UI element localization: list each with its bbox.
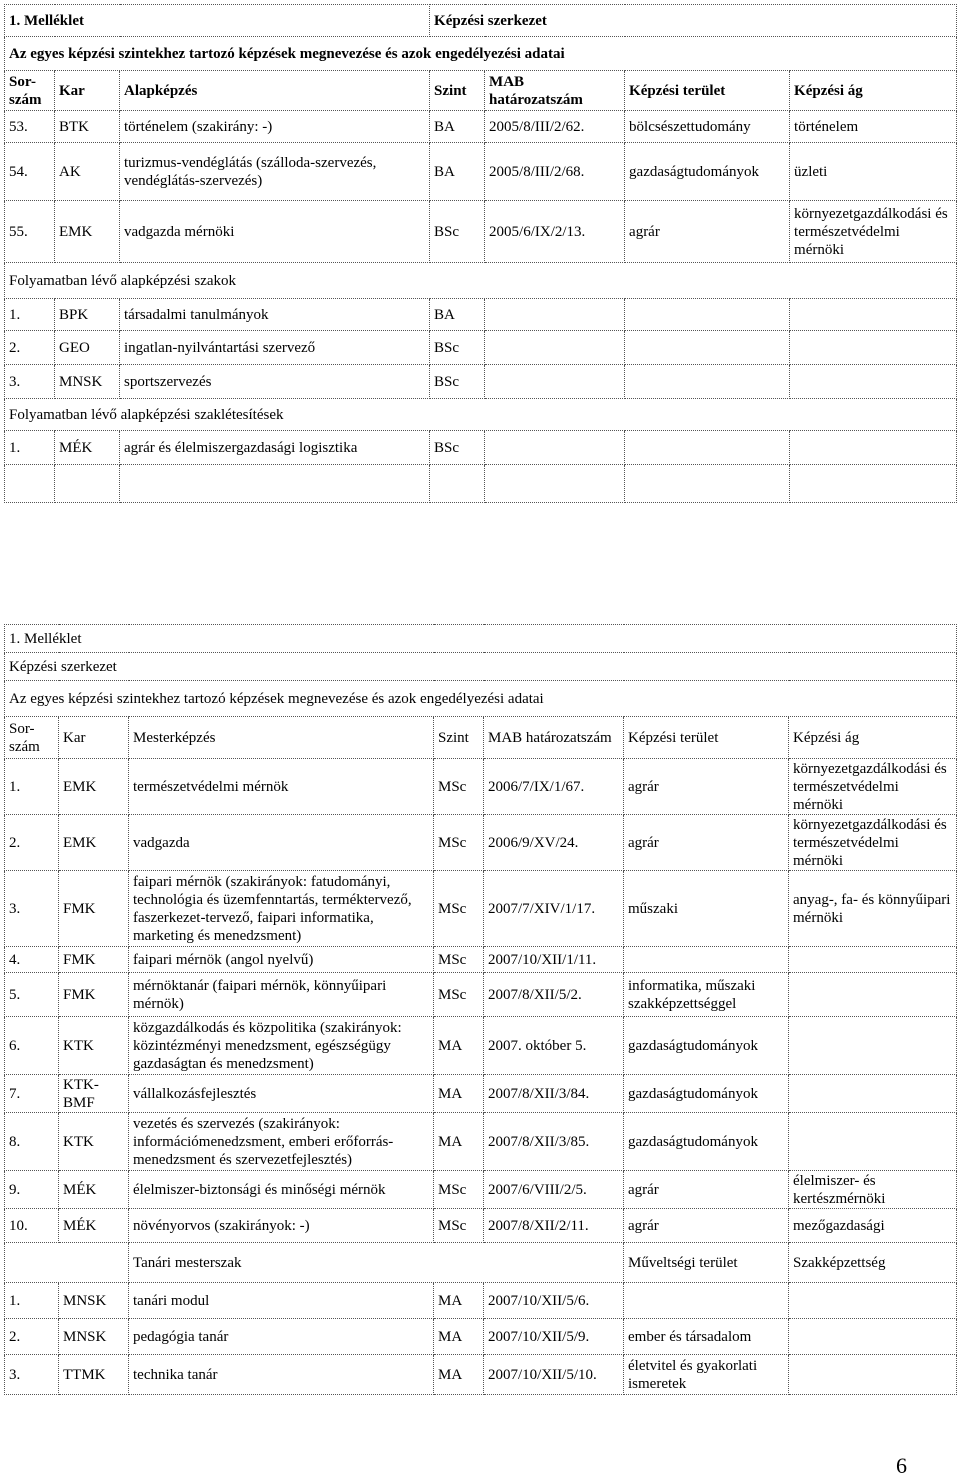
row-faculty: BTK	[55, 111, 120, 143]
row-level: MSc	[434, 759, 484, 815]
header-mab: MAB határozatszám	[484, 717, 624, 759]
empty-cell	[485, 465, 625, 503]
row-number: 3.	[5, 365, 55, 399]
row-area: informatika, műszaki szakképzettséggel	[624, 973, 789, 1017]
empty-cell	[430, 465, 485, 503]
header-kepzesi-terulet: Képzési terület	[625, 71, 790, 111]
row-program: társadalmi tanulmányok	[120, 299, 430, 331]
row-faculty: MÉK	[59, 1171, 129, 1209]
row-faculty: GEO	[55, 331, 120, 365]
header-szint: Szint	[434, 717, 484, 759]
page1-table	[4, 4, 957, 503]
row-program: történelem (szakirány: -)	[120, 111, 430, 143]
row-area: életvitel és gyakorlati ismeretek	[624, 1355, 789, 1395]
row-area: agrár	[624, 1209, 789, 1243]
row-mab: 2007/10/XII/5/6.	[484, 1283, 624, 1319]
row-number: 1.	[5, 1283, 59, 1319]
row-branch	[789, 1017, 957, 1075]
row-level: MSc	[434, 947, 484, 973]
row-program: ingatlan-nyilvántartási szervező	[120, 331, 430, 365]
row-faculty: KTK	[59, 1017, 129, 1075]
row-level: MA	[434, 1113, 484, 1171]
row-branch: környezetgazdálkodási és természetvédelmi mérnöki	[789, 815, 957, 871]
header-szint: Szint	[430, 71, 485, 111]
header-kar: Kar	[55, 71, 120, 111]
row-mab: 2007/8/XII/3/84.	[484, 1075, 624, 1113]
row-mab: 2007/6/VIII/2/5.	[484, 1171, 624, 1209]
row-faculty: KTK	[59, 1113, 129, 1171]
header-sorszam: Sor-szám	[5, 71, 55, 111]
row-number: 2.	[5, 331, 55, 365]
row-number: 53.	[5, 111, 55, 143]
row-program: sportszervezés	[120, 365, 430, 399]
empty-cell	[625, 431, 790, 465]
row-number: 6.	[5, 1017, 59, 1075]
page2-table	[4, 624, 957, 1395]
row-mab: 2007/8/XII/5/2.	[484, 973, 624, 1017]
table-row	[5, 1355, 957, 1395]
row-program: technika tanár	[129, 1355, 434, 1395]
header-sorszam: Sor-szám	[5, 717, 59, 759]
section-title-teacher-masters: Tanári mesterszak	[129, 1243, 624, 1283]
row-branch: környezetgazdálkodási és természetvédelmi mérnöki	[789, 759, 957, 815]
row-faculty: EMK	[59, 759, 129, 815]
row-faculty: MÉK	[59, 1209, 129, 1243]
row-mab: 2007/10/XII/5/10.	[484, 1355, 624, 1395]
row-mab: 2005/6/IX/2/13.	[485, 201, 625, 263]
section-title-ongoing-programs: Folyamatban lévő alapképzési szakok	[5, 263, 957, 299]
row-branch	[789, 1319, 957, 1355]
row-mab: 2006/9/XV/24.	[484, 815, 624, 871]
row-number: 3.	[5, 871, 59, 947]
row-level: BSc	[430, 431, 485, 465]
row-program: vadgazda mérnöki	[120, 201, 430, 263]
row-level: BSc	[430, 331, 485, 365]
header-szakkepzettseg: Szakképzettség	[789, 1243, 957, 1283]
row-level: BA	[430, 111, 485, 143]
row-mab: 2005/8/III/2/62.	[485, 111, 625, 143]
row-level: MA	[434, 1355, 484, 1395]
row-area	[624, 947, 789, 973]
row-level: MSc	[434, 1209, 484, 1243]
empty-cell	[485, 331, 625, 365]
table-row	[5, 759, 957, 815]
row-branch: anyag-, fa- és könnyűipari mérnöki	[789, 871, 957, 947]
row-branch: mezőgazdasági	[789, 1209, 957, 1243]
row-number: 2.	[5, 1319, 59, 1355]
row-faculty: BPK	[55, 299, 120, 331]
row-area: bölcsészettudomány	[625, 111, 790, 143]
row-area: agrár	[625, 201, 790, 263]
table-row	[5, 973, 957, 1017]
table-row	[5, 365, 957, 399]
row-branch: üzleti	[790, 143, 957, 201]
page2-title-left: 1. Melléklet	[5, 625, 957, 653]
row-faculty: KTK-BMF	[59, 1075, 129, 1113]
row-area: ember és társadalom	[624, 1319, 789, 1355]
table-row	[5, 947, 957, 973]
row-mab: 2007/7/XIV/1/17.	[484, 871, 624, 947]
row-program: vállalkozásfejlesztés	[129, 1075, 434, 1113]
row-number: 2.	[5, 815, 59, 871]
page2-subtitle: Az egyes képzési szintekhez tartozó képzések megnevezése és azok engedélyezési adatai	[5, 681, 957, 717]
page2-title-right: Képzési szerkezet	[5, 653, 957, 681]
row-area: agrár	[624, 759, 789, 815]
row-faculty: MNSK	[59, 1283, 129, 1319]
header-kar: Kar	[59, 717, 129, 759]
row-mab: 2006/7/IX/1/67.	[484, 759, 624, 815]
row-mab: 2007/8/XII/2/11.	[484, 1209, 624, 1243]
row-number: 8.	[5, 1113, 59, 1171]
page1-title-right: Képzési szerkezet	[430, 5, 957, 37]
table-row	[5, 1075, 957, 1113]
row-area: gazdaságtudományok	[624, 1113, 789, 1171]
table-row	[5, 465, 957, 503]
row-area	[624, 1283, 789, 1319]
row-number: 1.	[5, 299, 55, 331]
row-branch	[789, 1355, 957, 1395]
table-row	[5, 1113, 957, 1171]
row-area: agrár	[624, 1171, 789, 1209]
row-level: MSc	[434, 871, 484, 947]
empty-cell	[790, 331, 957, 365]
table-row	[5, 871, 957, 947]
table-row	[5, 1017, 957, 1075]
row-number: 5.	[5, 973, 59, 1017]
empty-cell	[790, 365, 957, 399]
row-level: BSc	[430, 201, 485, 263]
row-branch	[789, 1283, 957, 1319]
row-number: 1.	[5, 431, 55, 465]
table-row	[5, 331, 957, 365]
row-program: mérnöktanár (faipari mérnök, könnyűipari mérnök)	[129, 973, 434, 1017]
empty-cell	[625, 365, 790, 399]
table-row	[5, 431, 957, 465]
row-area: agrár	[624, 815, 789, 871]
row-branch	[789, 1113, 957, 1171]
row-number: 3.	[5, 1355, 59, 1395]
empty-cell	[790, 299, 957, 331]
table-row	[5, 1171, 957, 1209]
page1-title-left: 1. Melléklet	[5, 5, 430, 37]
table-row	[5, 111, 957, 143]
page-number: 6	[896, 1453, 907, 1478]
row-program: pedagógia tanár	[129, 1319, 434, 1355]
table-row	[5, 1319, 957, 1355]
empty-cell	[625, 299, 790, 331]
row-mab: 2007. október 5.	[484, 1017, 624, 1075]
row-number: 4.	[5, 947, 59, 973]
row-faculty: FMK	[59, 973, 129, 1017]
row-faculty: MÉK	[55, 431, 120, 465]
row-mab: 2005/8/III/2/68.	[485, 143, 625, 201]
row-faculty: EMK	[59, 815, 129, 871]
header-mab: MAB határozatszám	[485, 71, 625, 111]
header-kepzesi-terulet: Képzési terület	[624, 717, 789, 759]
header-kepzesi-ag: Képzési ág	[790, 71, 957, 111]
header-muveltsegi-terulet: Műveltségi terület	[624, 1243, 789, 1283]
row-level: BSc	[430, 365, 485, 399]
row-mab: 2007/8/XII/3/85.	[484, 1113, 624, 1171]
table-row	[5, 201, 957, 263]
header-kepzesi-ag: Képzési ág	[789, 717, 957, 759]
row-program: faipari mérnök (angol nyelvű)	[129, 947, 434, 973]
row-program: vadgazda	[129, 815, 434, 871]
row-branch	[789, 1075, 957, 1113]
row-level: MA	[434, 1283, 484, 1319]
header-alapkepzes: Alapképzés	[120, 71, 430, 111]
row-faculty: MNSK	[55, 365, 120, 399]
row-mab: 2007/10/XII/1/11.	[484, 947, 624, 973]
table-row	[5, 1209, 957, 1243]
table-row	[5, 143, 957, 201]
row-program: vezetés és szervezés (szakirányok: információmenedzsment, emberi erőforrás-menedzsment és szervezetfejlesztés)	[129, 1113, 434, 1171]
table-row	[5, 815, 957, 871]
row-number: 1.	[5, 759, 59, 815]
empty-cell	[625, 331, 790, 365]
row-level: BA	[430, 143, 485, 201]
row-level: MA	[434, 1319, 484, 1355]
row-level: MSc	[434, 1171, 484, 1209]
row-branch: élelmiszer- és kertészmérnöki	[789, 1171, 957, 1209]
row-faculty: FMK	[59, 947, 129, 973]
row-number: 10.	[5, 1209, 59, 1243]
row-level: MA	[434, 1017, 484, 1075]
empty-cell	[55, 465, 120, 503]
page1-subtitle: Az egyes képzési szintekhez tartozó képzések megnevezése és azok engedélyezési adatai	[5, 37, 957, 71]
row-number: 7.	[5, 1075, 59, 1113]
row-branch	[789, 973, 957, 1017]
row-program: növényorvos (szakirányok: -)	[129, 1209, 434, 1243]
empty-cell	[5, 465, 55, 503]
empty-cell	[485, 431, 625, 465]
row-area: műszaki	[624, 871, 789, 947]
empty-cell	[625, 465, 790, 503]
row-branch	[789, 947, 957, 973]
empty-cell	[5, 1243, 129, 1283]
row-area: gazdaságtudományok	[625, 143, 790, 201]
row-number: 9.	[5, 1171, 59, 1209]
row-faculty: EMK	[55, 201, 120, 263]
row-program: tanári modul	[129, 1283, 434, 1319]
row-level: BA	[430, 299, 485, 331]
row-area: gazdaságtudományok	[624, 1075, 789, 1113]
empty-cell	[790, 465, 957, 503]
empty-cell	[120, 465, 430, 503]
row-level: MSc	[434, 973, 484, 1017]
empty-cell	[485, 299, 625, 331]
row-faculty: FMK	[59, 871, 129, 947]
row-faculty: TTMK	[59, 1355, 129, 1395]
row-number: 55.	[5, 201, 55, 263]
section-title-ongoing-establishments: Folyamatban lévő alapképzési szaklétesítések	[5, 399, 957, 431]
row-program: élelmiszer-biztonsági és minőségi mérnök	[129, 1171, 434, 1209]
row-program: agrár és élelmiszergazdasági logisztika	[120, 431, 430, 465]
row-faculty: MNSK	[59, 1319, 129, 1355]
row-program: turizmus-vendéglátás (szálloda-szervezés, vendéglátás-szervezés)	[120, 143, 430, 201]
row-area: gazdaságtudományok	[624, 1017, 789, 1075]
table-row	[5, 1283, 957, 1319]
row-branch: környezetgazdálkodási és természetvédelmi mérnöki	[790, 201, 957, 263]
row-program: faipari mérnök (szakirányok: fatudományi, technológia és üzemfenntartás, terméktervező, faszerkezet-tervező, faipari informatika, marketing és menedzsment)	[129, 871, 434, 947]
row-level: MA	[434, 1075, 484, 1113]
row-number: 54.	[5, 143, 55, 201]
empty-cell	[485, 365, 625, 399]
row-mab: 2007/10/XII/5/9.	[484, 1319, 624, 1355]
row-level: MSc	[434, 815, 484, 871]
row-program: közgazdálkodás és közpolitika (szakirányok: közintézményi menedzsment, egészségügy gazdaságtan és menedzsment)	[129, 1017, 434, 1075]
row-program: természetvédelmi mérnök	[129, 759, 434, 815]
header-mesterkepzes: Mesterképzés	[129, 717, 434, 759]
empty-cell	[790, 431, 957, 465]
row-faculty: AK	[55, 143, 120, 201]
table-row	[5, 299, 957, 331]
row-branch: történelem	[790, 111, 957, 143]
